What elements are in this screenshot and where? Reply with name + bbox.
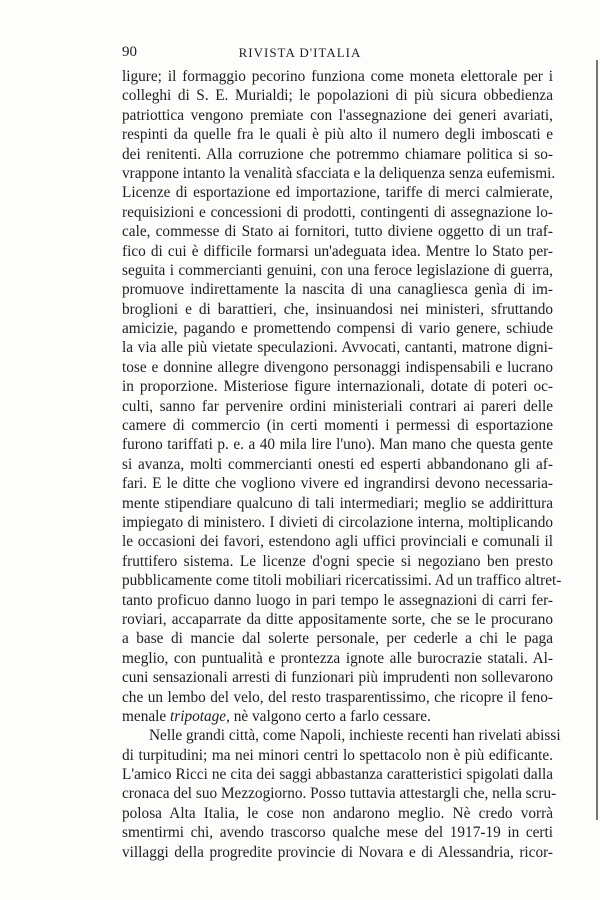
text-line: cuni sensazionali arresti di funzionari più imprudenti non sollevarono — [122, 669, 553, 687]
text-segment: , nè valgono certo a farlo cessare. — [226, 707, 431, 725]
text-line: pubblicamente come titoli mobiliari ricercatissimi. Ad un traffico altret- — [122, 572, 562, 590]
text-line: Nelle grandi città, come Napoli, inchieste recenti han rivelati abissi — [149, 727, 561, 745]
text-line: requisizioni e concessioni di prodotti, contingenti di assegnazione lo- — [122, 203, 553, 221]
page-number: 90 — [122, 44, 137, 60]
paragraph-1 — [122, 67, 562, 707]
text-line: patriottica vengono premiate con l'assegnazione dei generi avariati, — [122, 106, 553, 124]
text-line: Licenze di esportazione ed importazione, tariffe di merci calmierate, — [122, 184, 553, 202]
text-line: furono tariffati p. e. a 40 mila lire l'uno). Man mano che questa gente — [122, 436, 553, 454]
body-text — [122, 67, 562, 862]
text-line: ligure; il formaggio pecorino funziona come moneta elettorale per i — [122, 68, 553, 85]
text-line: roviari, accaparrate da ditte appositamente sorte, che se le procurano — [122, 610, 553, 628]
text-line: le occasioni dei favori, estendono agli uffici provinciali e comunali il — [122, 533, 553, 551]
running-title: RIVISTA D'ITALIA — [238, 45, 362, 60]
page-edge-shadow — [596, 60, 598, 820]
text-line: cronaca del suo Mezzogiorno. Posso tuttavia attestargli che, nella scru- — [122, 785, 557, 803]
text-line: respinti da quelle fra le quali è più alto il numero degli imboscati e — [122, 126, 553, 144]
text-line: che un lembo del velo, del resto trasparentissimo, che ricopre il feno- — [122, 688, 553, 706]
text-line: broglioni e di barattieri, che, insinuandosi nei ministeri, sfruttando — [122, 300, 553, 318]
text-line: fico di cui è difficile formarsi un'adeguata idea. Mentre lo Stato per- — [122, 242, 553, 260]
text-line: L'amico Ricci ne cita dei saggi abbastanza caratteristici spigolati dalla — [122, 766, 553, 784]
text-line: colleghi di S. E. Murialdi; le popolazioni di più sicura obbedienza — [122, 87, 553, 105]
text-line: camere di commercio (in certi momenti i permessi di esportazione — [122, 417, 553, 435]
text-line: fari. E le ditte che vogliono vivere ed ingrandirsi devono necessaria- — [122, 475, 553, 493]
text-line: villaggi della progredite provincie di Novara e di Alessandria, ricor- — [122, 843, 553, 861]
text-line: si avanza, molti commercianti onesti ed esperti abbandonano gli af- — [122, 455, 553, 473]
text-line: amicizie, pagando e promettendo compensi di vario genere, schiude — [122, 320, 553, 338]
text-line: impiegato di ministero. I divieti di circolazione interna, moltiplicando — [122, 513, 553, 531]
text-line: tanto proficuo danno luogo in pari tempo le assegnazioni di carri fer- — [122, 591, 553, 609]
text-line: dei renitenti. Alla corruzione che potremmo chiamare politica si so- — [122, 145, 553, 163]
text-line: seguita i commercianti genuini, con una feroce legislazione di guerra, — [122, 261, 553, 279]
text-line: vrappone intanto la venalità sfacciata e la deliquenza senza eufemismi. — [122, 164, 556, 182]
text-line: la via alle più vietate speculazioni. Avvocati, cantanti, matrone digni- — [122, 339, 553, 357]
text-line: fruttifero sistema. Le licenze d'ogni specie si negoziano ben presto — [122, 552, 553, 570]
text-line: culti, sanno far pervenire ordini ministeriali contrari ai pareri delle — [122, 397, 553, 415]
text-line: promuove indirettamente la nascita di una canagliesca genìa di im- — [122, 281, 553, 299]
text-line: in proporzione. Misteriose figure internazionali, dotate di poteri oc- — [122, 378, 553, 396]
text-line: cale, commesse di Stato ai fornitori, tutto diviene oggetto di un traf- — [122, 223, 553, 241]
paragraph-2 — [122, 726, 561, 862]
text-line: tose e donnine allegre divengono personaggi indispensabili e lucrano — [122, 358, 553, 376]
text-line: smentirmi chi, avendo trascorso qualche mese del 1917-19 in certi — [122, 824, 553, 842]
text-line: a base di mancie dal solerte personale, per cederle a chi le paga — [122, 630, 553, 648]
text-line: mente stipendiare qualcuno di tali intermediari; meglio se addirittura — [122, 494, 553, 512]
text-line: polosa Alta Italia, le cose non andarono meglio. Nè credo vorrà — [122, 804, 553, 822]
italic-term: tripotage — [170, 707, 227, 725]
text-line — [122, 707, 553, 726]
text-segment: menale — [122, 707, 170, 725]
text-line: meglio, con puntualità e prontezza ignote alle burocrazie statali. Al- — [122, 649, 553, 667]
text-line: di turpitudini; ma nei minori centri lo spettacolo non è più edificante. — [122, 746, 553, 764]
